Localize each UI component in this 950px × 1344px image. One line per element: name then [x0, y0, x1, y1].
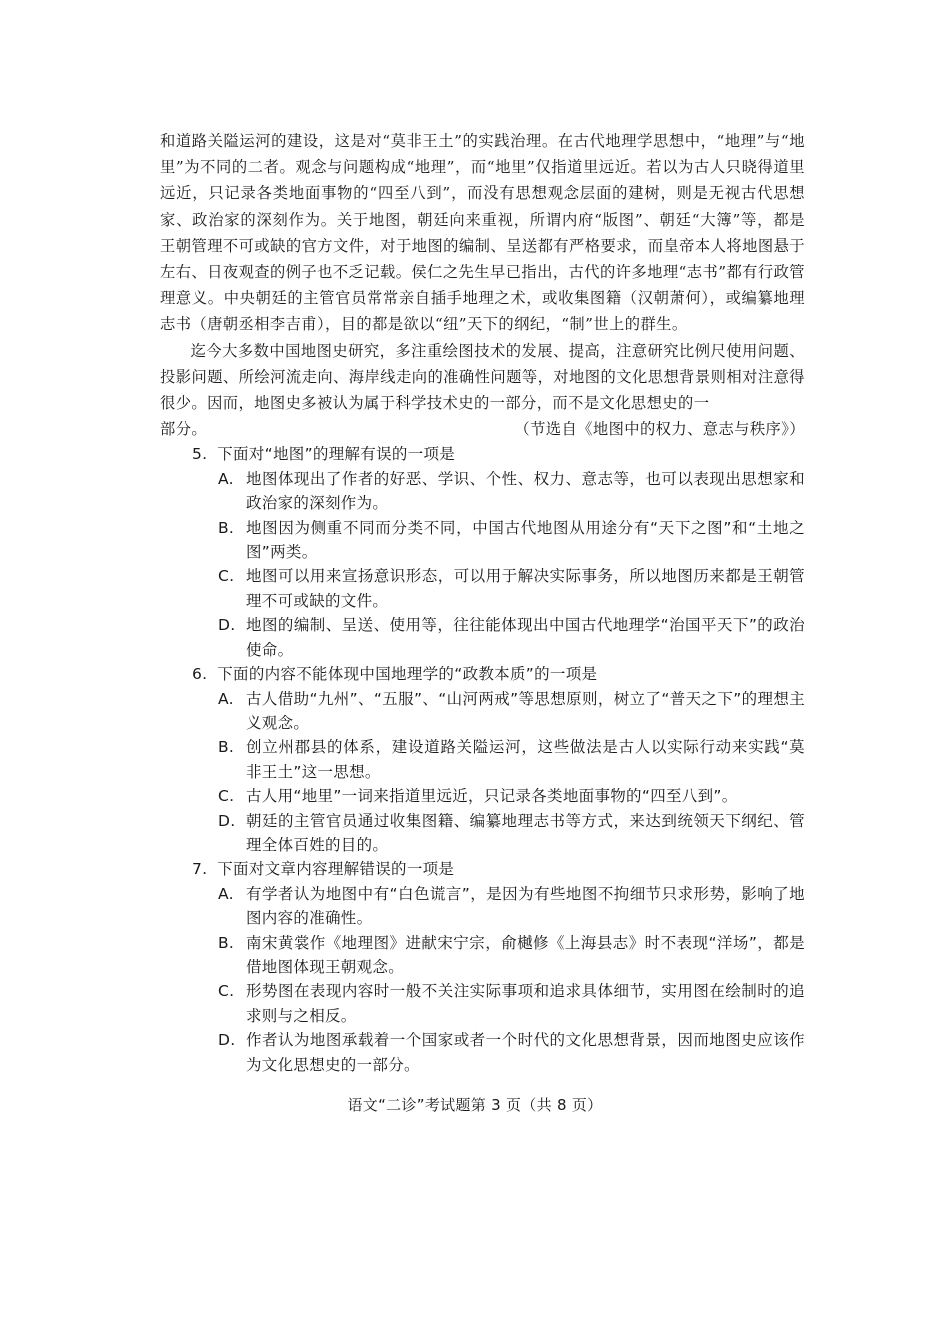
option-text: 古人用“地里”一词来指道里远近，只记录各类地面事物的“四至八到”。 [246, 787, 738, 806]
exam-page [160, 128, 805, 1077]
option-letter: C. [218, 567, 235, 586]
option-text: 作者认为地图承载着一个国家或者一个时代的文化思想背景，因而地图史应该作为文化思想史的一部分。 [246, 1031, 805, 1074]
option-text: 形势图在表现内容时一般不关注实际事项和追求具体细节，实用图在绘制时的追求则与之相反。 [246, 982, 805, 1025]
page-footer: 语文“二诊”考试题第 3 页（共 8 页） [347, 1096, 603, 1114]
question-stem [160, 857, 805, 881]
option-letter: D. [218, 811, 236, 830]
option-c [160, 564, 805, 613]
questions-section [160, 442, 805, 1077]
option-c [160, 979, 805, 1028]
question-7 [160, 857, 805, 1077]
passage-paragraph-2: 迄今大多数中国地图史研究，多注重绘图技术的发展、提高，注意研究比例尺使用问题、投影问题、所绘河流走向、海岸线走向的准确性问题等，对地图的文化思想背景则相对注意得很少。因而，地图史多被认为属于科学技术史的一部分，而不是文化思想史的一 [160, 341, 805, 413]
option-letter: D. [218, 616, 236, 635]
option-a [160, 467, 805, 516]
option-d [160, 613, 805, 662]
option-d [160, 1028, 805, 1077]
option-d [160, 809, 805, 858]
question-text: 下面对文章内容理解错误的一项是 [217, 860, 455, 879]
option-letter: B. [218, 518, 235, 537]
option-letter: A. [218, 884, 234, 903]
question-5 [160, 442, 805, 662]
passage-paragraph-1: 和道路关隘运河的建设，这是对“莫非王土”的实践治理。在古代地理学思想中，“地理”与“地里”为不同的二者。观念与问题构成“地理”，而“地里”仅指道里远近。若以为古人只晓得道里远近，只记录各类地面事物的“四至八到”，而没有思想观念层面的建树，则是无视古代思想家、政治家的深刻作为。关于地图，朝廷向来重视，所谓内府“版图”、朝廷“大簿”等，都是王朝管理不可或缺的官方文件，对于地图的编制、呈送都有严格要求，而皇帝本人将地图悬于左右、日夜观查的例子也不乏记载。侯仁之先生早已指出，古代的许多地理“志书”都有行政管理意义。中央朝廷的主管官员常常亲自插手地理之术，或收集图籍（汉朝萧何），或编纂地理志书（唐朝丞相李吉甫），目的都是欲以“纽”天下的纲纪，“制”世上的群生。 [160, 132, 805, 334]
question-text: 下面对“地图”的理解有误的一项是 [217, 445, 456, 464]
question-number: 7. [192, 860, 208, 879]
question-number: 5. [192, 445, 208, 464]
question-stem [160, 662, 805, 686]
question-number: 6. [192, 665, 208, 684]
reading-passage [160, 128, 805, 442]
option-text: 创立州郡县的体系，建设道路关隘运河，这些做法是古人以实际行动来实践“莫非王土”这一思想。 [246, 738, 805, 781]
option-letter: C. [218, 787, 235, 806]
option-text: 地图可以用来宣扬意识形态，可以用于解决实际事务，所以地图历来都是王朝管理不可或缺的文件。 [246, 567, 805, 610]
option-text: 地图的编制、呈送、使用等，往往能体现出中国古代地理学“治国平天下”的政治使命。 [246, 616, 805, 659]
question-stem [160, 442, 805, 466]
option-text: 朝廷的主管官员通过收集图籍、编纂地理志书等方式，来达到统领天下纲纪、管理全体百姓的目的。 [246, 811, 805, 854]
option-a [160, 882, 805, 931]
option-text: 有学者认为地图中有“白色谎言”，是因为有些地图不拘细节只求形势，影响了地图内容的准确性。 [246, 884, 805, 928]
option-letter: B. [218, 933, 235, 952]
option-text: 南宋黄裳作《地理图》进献宋宁宗，俞樾修《上海县志》时不表现“洋场”，都是借地图体现王朝观念。 [246, 933, 805, 976]
option-b [160, 931, 805, 980]
passage-source: （节选自《地图中的权力、意志与秩序》） [514, 420, 805, 439]
option-letter: D. [218, 1031, 236, 1050]
option-b [160, 516, 805, 565]
option-text: 地图体现出了作者的好恶、学识、个性、权力、意志等，也可以表现出思想家和政治家的深刻作为。 [246, 469, 805, 513]
option-b [160, 735, 805, 784]
option-text: 地图因为侧重不同而分类不同，中国古代地图从用途分有“天下之图”和“土地之图”两类。 [246, 518, 805, 562]
option-text: 古人借助“九州”、“五服”、“山河两戒”等思想原则，树立了“普天之下”的理想主义观念。 [246, 689, 805, 732]
question-6 [160, 662, 805, 857]
passage-paragraph-2-end: 部分。 [160, 420, 208, 439]
option-letter: B. [218, 738, 235, 757]
option-letter: A. [218, 689, 234, 708]
option-letter: C. [218, 982, 235, 1001]
option-letter: A. [218, 469, 234, 488]
option-c [160, 784, 805, 808]
question-text: 下面的内容不能体现中国地理学的“政教本质”的一项是 [217, 665, 598, 684]
passage-source-line [160, 416, 805, 442]
option-a [160, 687, 805, 736]
